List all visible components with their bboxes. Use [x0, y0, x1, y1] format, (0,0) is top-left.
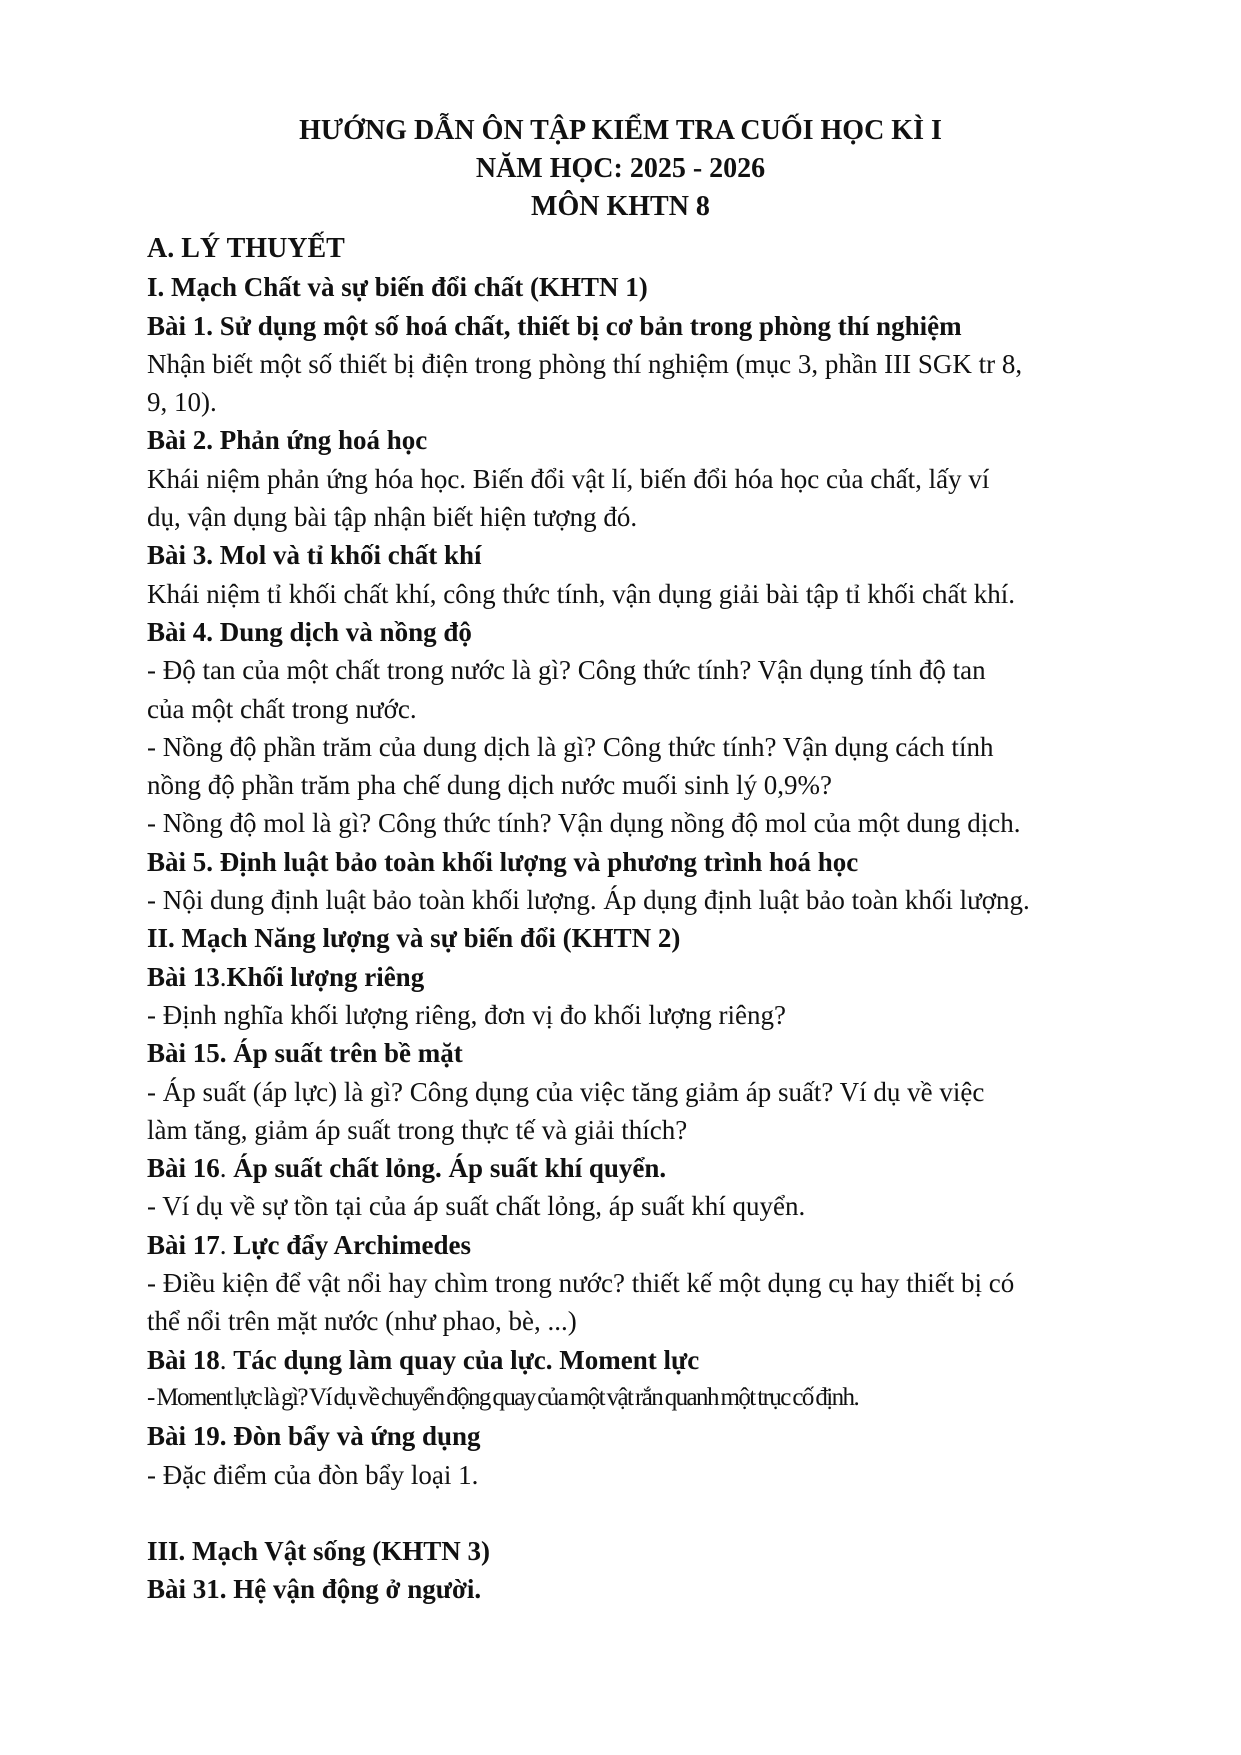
bai4-text-2: của một chất trong nước.	[147, 693, 417, 724]
bai15-text-1: - Áp suất (áp lực) là gì? Công dụng của việc tăng giảm áp suất? Ví dụ về việc	[147, 1076, 985, 1107]
bai15-text-2: làm tăng, giảm áp suất trong thực tế và giải thích?	[147, 1114, 688, 1145]
bai13-text-1: - Định nghĩa khối lượng riêng, đơn vị đo khối lượng riêng?	[147, 999, 787, 1030]
bai31-title: Bài 31. Hệ vận động ở người.	[147, 1574, 482, 1605]
bai18-text-1: - Moment lực là gì? Ví dụ về chuyển động quay của một vật rắn quanh một trục cố định.	[147, 1383, 859, 1411]
title-line-2: NĂM HỌC: 2025 - 2026	[475, 153, 766, 184]
bai2-text-1: Khái niệm phản ứng hóa học. Biến đổi vật lí, biến đổi hóa học của chất, lấy ví	[147, 463, 990, 494]
bai19-title: Bài 19. Đòn bẩy và ứng dụng	[147, 1421, 481, 1452]
bai18-name: Tác dụng làm quay của lực. Moment lực	[233, 1344, 700, 1375]
bai16-text-1: - Ví dụ về sự tồn tại của áp suất chất lỏng, áp suất khí quyển.	[147, 1191, 806, 1222]
bai16-name: Áp suất chất lỏng. Áp suất khí quyển.	[233, 1153, 667, 1184]
bai18-separator: .	[219, 1344, 234, 1375]
bai17-separator: .	[219, 1229, 234, 1260]
bai5-text-1: - Nội dung định luật bảo toàn khối lượng. Áp dụng định luật bảo toàn khối lượng.	[147, 885, 1030, 916]
bai3-text-1: Khái niệm tỉ khối chất khí, công thức tính, vận dụng giải bài tập tỉ khối chất khí.	[147, 578, 1015, 609]
bai1-text-1: Nhận biết một số thiết bị điện trong phòng thí nghiệm (mục 3, phần III SGK tr 8,	[147, 348, 1023, 379]
document-body	[147, 230, 1127, 1609]
bai17-text-1: - Điều kiện để vật nổi hay chìm trong nước? thiết kế một dụng cụ hay thiết bị có	[147, 1268, 1015, 1299]
bai16-separator: .	[219, 1153, 234, 1184]
bai17-text-2: thể nổi trên mặt nước (như phao, bè, ...)	[147, 1306, 577, 1337]
blank-line	[147, 1494, 1127, 1532]
part2-heading: II. Mạch Năng lượng và sự biến đổi (KHTN 2)	[147, 923, 681, 954]
bai1-title: Bài 1. Sử dụng một số hoá chất, thiết bị cơ bản trong phòng thí nghiệm	[147, 310, 962, 341]
bai16-title	[147, 1149, 1127, 1187]
bai4-title: Bài 4. Dung dịch và nồng độ	[147, 616, 472, 647]
part3-heading: III. Mạch Vật sống (KHTN 3)	[147, 1536, 491, 1567]
bai4-text-4: nồng độ phần trăm pha chế dung dịch nước muối sinh lý 0,9%?	[147, 770, 833, 801]
document-header	[0, 112, 1241, 226]
bai17-title	[147, 1226, 1127, 1264]
bai2-title: Bài 2. Phản ứng hoá học	[147, 425, 428, 456]
bai13-number: Bài 13	[147, 961, 220, 992]
bai1-text-2: 9, 10).	[147, 387, 217, 418]
bai13-title	[147, 958, 1127, 996]
bai3-title: Bài 3. Mol và tỉ khối chất khí	[147, 540, 482, 571]
title-line-1: HƯỚNG DẪN ÔN TẬP KIỂM TRA CUỐI HỌC KÌ I	[299, 115, 942, 146]
bai18-title	[147, 1341, 1127, 1379]
bai18-number: Bài 18	[147, 1344, 220, 1375]
bai4-text-3: - Nồng độ phần trăm của dung dịch là gì? Công thức tính? Vận dụng cách tính	[147, 731, 994, 762]
bai4-text-5: - Nồng độ mol là gì? Công thức tính? Vận dụng nồng độ mol của một dung dịch.	[147, 808, 1021, 839]
bai17-number: Bài 17	[147, 1229, 220, 1260]
bai19-text-1: - Đặc điểm của đòn bẩy loại 1.	[147, 1459, 479, 1490]
bai13-name: Khối lượng riêng	[226, 961, 425, 992]
title-line-3: MÔN KHTN 8	[531, 191, 710, 222]
bai5-title: Bài 5. Định luật bảo toàn khối lượng và phương trình hoá học	[147, 846, 859, 877]
bai15-title: Bài 15. Áp suất trên bề mặt	[147, 1038, 463, 1069]
bai17-name: Lực đẩy Archimedes	[233, 1229, 471, 1260]
bai16-number: Bài 16	[147, 1153, 220, 1184]
part1-heading: I. Mạch Chất và sự biến đổi chất (KHTN 1)	[147, 272, 648, 303]
bai13-separator: .	[219, 961, 227, 992]
section-a-heading: A. LÝ THUYẾT	[147, 233, 345, 264]
bai4-text-1: - Độ tan của một chất trong nước là gì? Công thức tính? Vận dụng tính độ tan	[147, 655, 986, 686]
bai2-text-2: dụ, vận dụng bài tập nhận biết hiện tượng đó.	[147, 502, 638, 533]
